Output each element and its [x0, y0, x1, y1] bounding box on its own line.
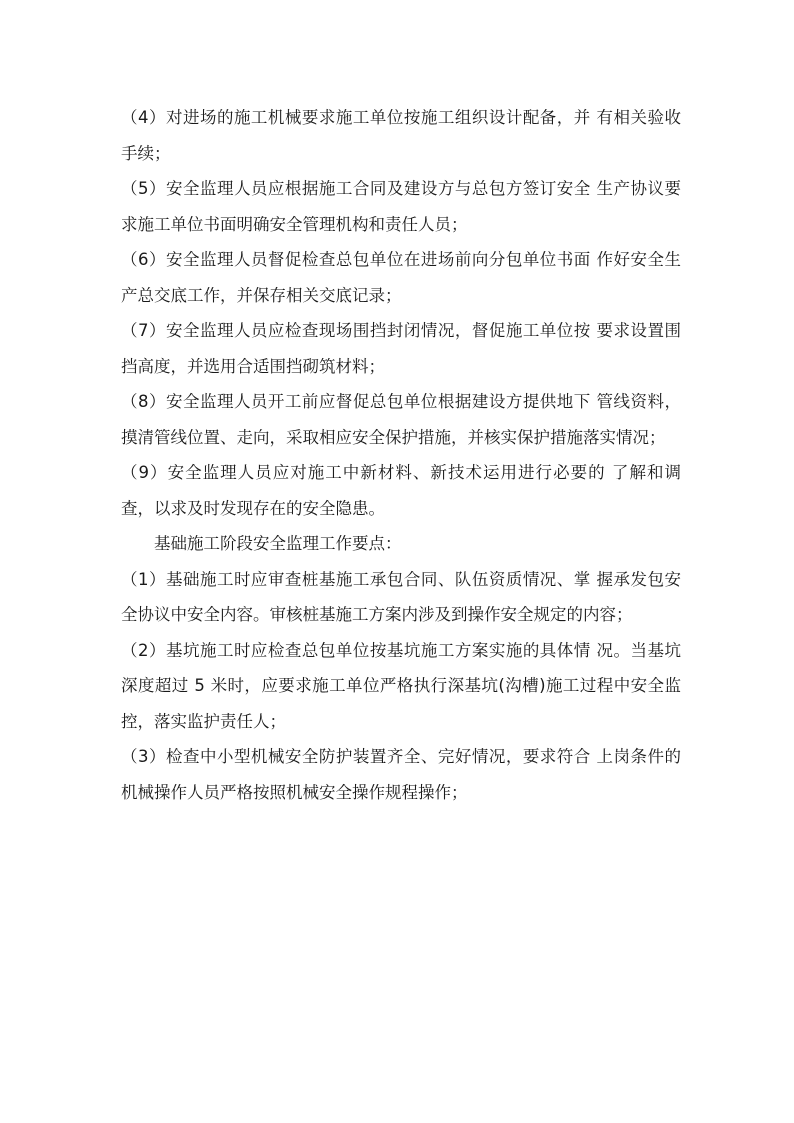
document-body	[121, 100, 681, 810]
paragraph-foundation-1: （1）基础施工时应审查桩基施工承包合同、队伍资质情况、掌 握承发包安全协议中安全内容。审核桩基施工方案内涉及到操作安全规定的内容；	[121, 569, 681, 624]
paragraph-item-9: （9）安全监理人员应对施工中新材料、新技术运用进行必要的 了解和调查，以求及时发现存在的安全隐患。	[121, 463, 681, 518]
paragraph-item-7: （7）安全监理人员应检查现场围挡封闭情况，督促施工单位按 要求设置围挡高度，并选用合适围挡砌筑材料；	[121, 321, 681, 376]
paragraph-item-8: （8）安全监理人员开工前应督促总包单位根据建设方提供地下 管线资料，摸清管线位置、走向，采取相应安全保护措施，并核实保护措施落实情况；	[121, 392, 681, 447]
paragraph-foundation-2: （2）基坑施工时应检查总包单位按基坑施工方案实施的具体情 况。当基坑深度超过 5 米时，应要求施工单位严格执行深基坑(沟槽)施工过程中安全监控，落实监护责任人；	[121, 640, 681, 731]
paragraph-item-6: （6）安全监理人员督促检查总包单位在进场前向分包单位书面 作好安全生产总交底工作，并保存相关交底记录；	[121, 250, 681, 305]
paragraph-item-5: （5）安全监理人员应根据施工合同及建设方与总包方签订安全 生产协议要求施工单位书面明确安全管理机构和责任人员；	[121, 179, 681, 234]
section-heading: 基础施工阶段安全监理工作要点：	[154, 534, 402, 553]
paragraph-foundation-3: （3）检查中小型机械安全防护装置齐全、完好情况，要求符合 上岗条件的机械操作人员严格按照机械安全操作规程操作；	[121, 747, 681, 802]
paragraph-item-4: （4）对进场的施工机械要求施工单位按施工组织设计配备，并 有相关验收手续；	[121, 108, 681, 163]
